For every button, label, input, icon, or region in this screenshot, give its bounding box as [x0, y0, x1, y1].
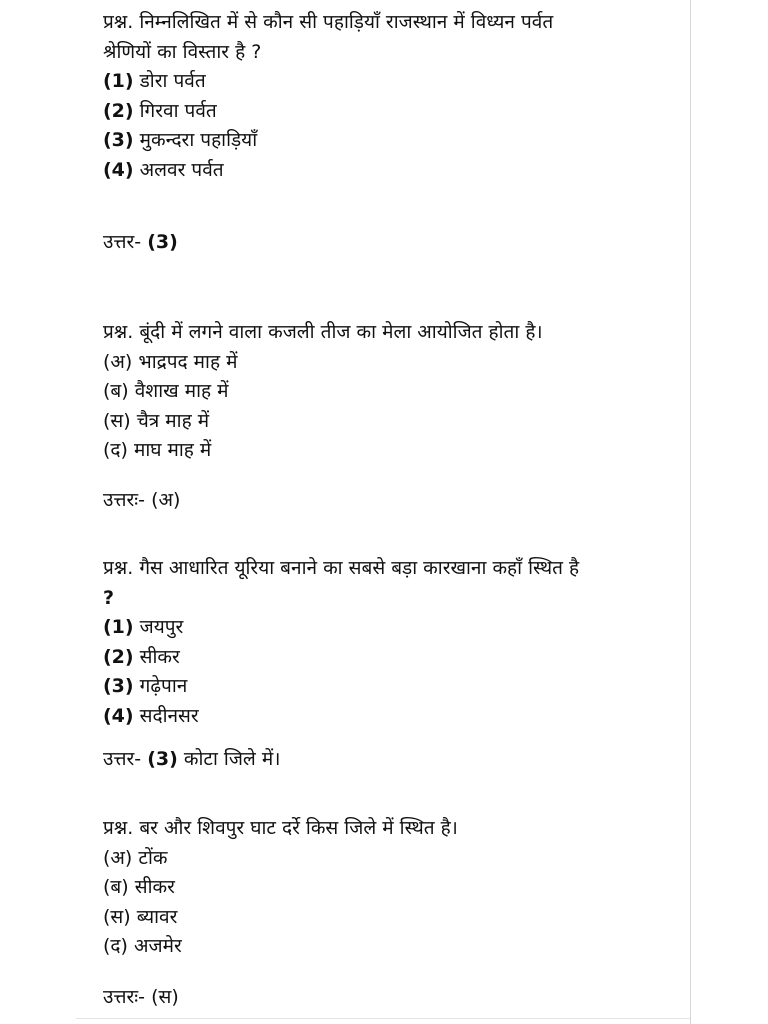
option-row — [103, 844, 458, 874]
question-4-title — [103, 814, 458, 844]
answer-value: (3) — [147, 748, 178, 770]
option-row — [103, 903, 458, 933]
option-text: अजमेर — [133, 935, 182, 957]
option-text: वैशाख माह में — [134, 380, 229, 402]
question-2-title-line-1: प्रश्न. बूंदी में लगने वाला कजली तीज का मेला आयोजित होता है। — [103, 321, 543, 343]
question-1-title-line-2: श्रेणियों का विस्तार है ? — [103, 40, 262, 63]
page-edge-divider — [690, 0, 691, 1024]
option-key: (द) — [103, 439, 128, 461]
question-1-title-continued — [103, 38, 553, 68]
option-key: (4) — [103, 704, 134, 727]
option-row — [103, 67, 553, 97]
option-key: (ब) — [103, 380, 129, 402]
option-key: (स) — [103, 905, 131, 928]
option-key: (4) — [103, 158, 134, 181]
question-4 — [103, 814, 458, 962]
option-key: (2) — [103, 99, 134, 122]
answer-value: (अ) — [151, 489, 181, 511]
option-row — [103, 702, 579, 732]
option-row — [103, 156, 553, 186]
answer-label: उत्तरः- — [103, 986, 146, 1008]
answer-4 — [103, 983, 179, 1013]
answer-label: उत्तरः- — [103, 489, 146, 511]
answer-3 — [103, 745, 280, 775]
option-row — [103, 873, 458, 903]
option-text: जयपुर — [139, 616, 184, 638]
option-row — [103, 126, 553, 156]
option-key: (1) — [103, 616, 134, 638]
option-key: (3) — [103, 675, 134, 697]
option-text: सीकर — [139, 645, 180, 668]
question-3-title-line-2: ? — [103, 586, 115, 609]
option-row — [103, 377, 543, 407]
option-key: (अ) — [103, 846, 133, 869]
option-key: (2) — [103, 645, 134, 668]
page-bottom-divider — [76, 1018, 690, 1019]
option-key: (अ) — [103, 350, 133, 373]
option-key: (द) — [103, 935, 128, 957]
answer-value: (स) — [151, 986, 179, 1008]
option-text: गिरवा पर्वत — [139, 99, 217, 122]
answer-label: उत्तर- — [103, 748, 142, 770]
option-text: डोरा पर्वत — [139, 70, 206, 92]
option-text: सीकर — [134, 876, 175, 898]
option-text: अलवर पर्वत — [139, 158, 224, 181]
option-row — [103, 672, 579, 702]
question-3-title — [103, 554, 579, 584]
answer-1 — [103, 228, 178, 258]
option-text: चैत्र माह में — [136, 409, 210, 432]
question-1-title-line-1: प्रश्न. निम्नलिखित में से कौन सी पहाड़ियाँ राजस्थान में विध्यन पर्वत — [103, 11, 554, 33]
option-key: (ब) — [103, 876, 129, 898]
option-row — [103, 932, 458, 962]
question-4-title-line-1: प्रश्न. बर और शिवपुर घाट दर्रे किस जिले में स्थित है। — [103, 817, 458, 839]
answer-value: (3) — [147, 231, 178, 253]
option-row — [103, 348, 543, 378]
option-text: माघ माह में — [133, 439, 212, 461]
question-2-title — [103, 318, 543, 348]
option-key: (स) — [103, 409, 131, 432]
question-1 — [103, 8, 553, 185]
option-row — [103, 97, 553, 127]
question-3-title-continued — [103, 584, 579, 614]
option-text: टोंक — [138, 846, 168, 869]
option-row — [103, 436, 543, 466]
option-text: मुकन्दरा पहाड़ियाँ — [139, 129, 258, 151]
answer-extra: कोटा जिले में। — [183, 748, 281, 770]
option-text: सदीनसर — [139, 704, 199, 727]
answer-2 — [103, 486, 180, 516]
option-key: (3) — [103, 129, 134, 151]
answer-label: उत्तर- — [103, 231, 142, 253]
option-row — [103, 407, 543, 437]
question-1-title — [103, 8, 553, 38]
question-3-title-line-1: प्रश्न. गैस आधारित यूरिया बनाने का सबसे बड़ा कारखाना कहाँ स्थित है — [103, 557, 580, 579]
option-text: गढ़ेपान — [139, 675, 188, 697]
option-row — [103, 613, 579, 643]
option-text: ब्यावर — [136, 905, 178, 928]
option-row — [103, 643, 579, 673]
question-2 — [103, 318, 543, 466]
option-text: भाद्रपद माह में — [138, 350, 238, 373]
option-key: (1) — [103, 70, 134, 92]
question-3 — [103, 554, 579, 731]
